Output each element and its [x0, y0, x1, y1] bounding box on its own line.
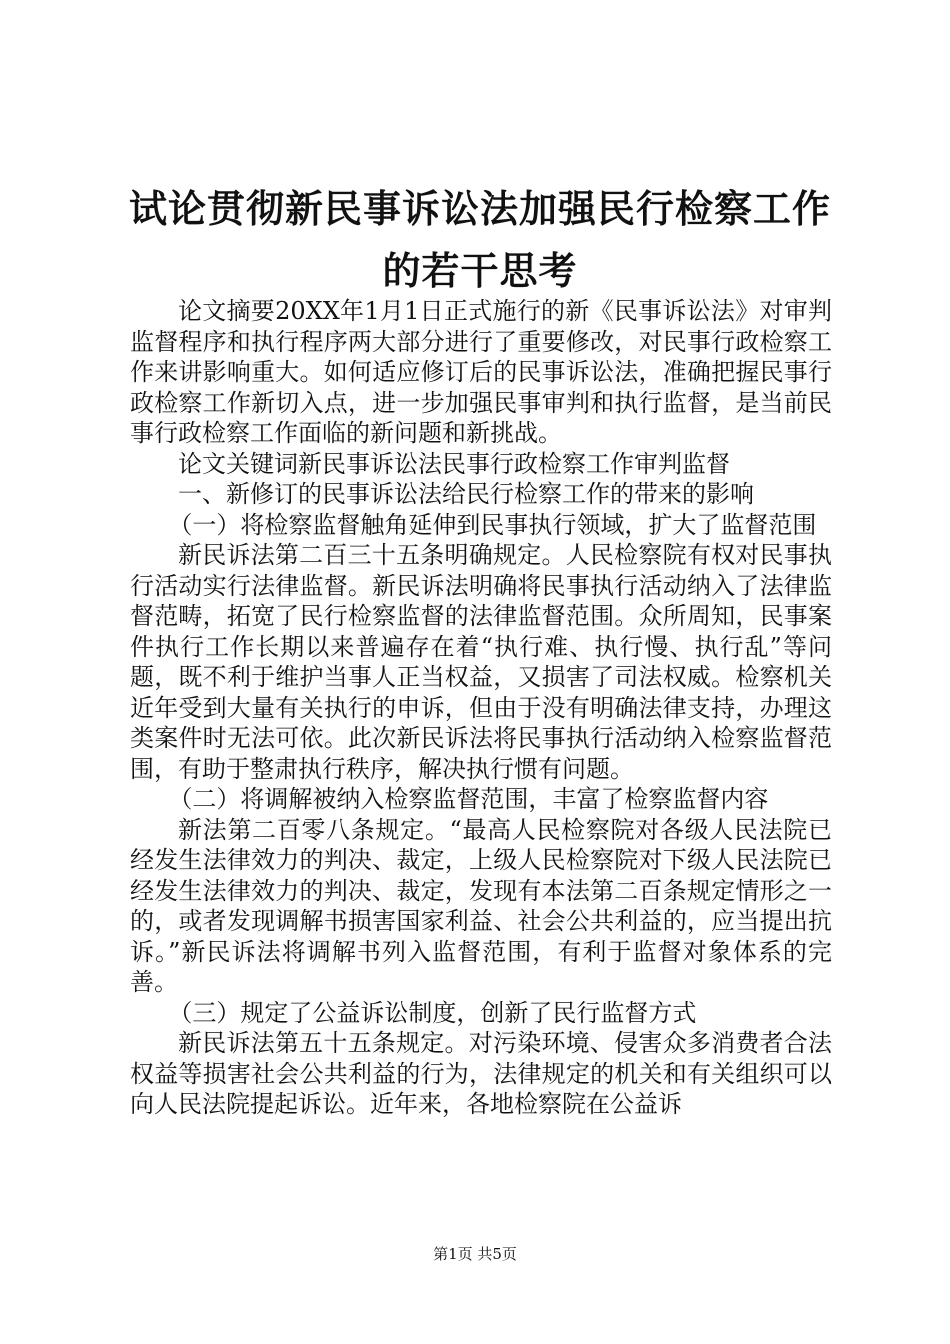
subsection-heading-1: （一）将检察监督触角延伸到民事执行领域，扩大了监督范围 [168, 510, 817, 539]
document-body [130, 296, 832, 1120]
section-heading-1: 一、新修订的民事诉讼法给民行检察工作的带来的影响 [178, 480, 754, 508]
page-number-footer: 第1页 共5页 [433, 1245, 517, 1263]
document-title: 试论贯彻新民事诉讼法加强民行检察工作的若干思考 [128, 186, 831, 293]
body-paragraph: 新民诉法第五十五条规定。对污染环境、侵害众多消费者合法权益等损害社会公共利益的行为，法律规定的机关和有关组织可以向人民法院提起诉讼。近年来，各地检察院在公益诉 [130, 1029, 832, 1118]
subsection-heading-3: （三）规定了公益诉讼制度，创新了民行监督方式 [168, 998, 697, 1027]
keywords-paragraph: 论文关键词新民事诉讼法民事行政检察工作审判监督 [178, 449, 730, 478]
body-paragraph: 新民诉法第二百三十五条明确规定。人民检察院有权对民事执行活动实行法律监督。新民诉法明确将民事执行活动纳入了法律监督范畴，拓宽了民行检察监督的法律监督范围。众所周知，民事案件执行工作长期以来普遍存在着“执行难、执行慢、执行乱”等问题，既不利于维护当事人正当权益，又损害了司法权威。检察机关近年受到大量有关执行的申诉，但由于没有明确法律支持，办理这类案件时无法可依。此次新民诉法将民事执行活动纳入检察监督范围，有助于整肃执行秩序，解决执行惯有问题。 [130, 541, 832, 783]
body-paragraph: 新法第二百零八条规定。“最高人民检察院对各级人民法院已经发生法律效力的判决、裁定，上级人民检察院对下级人民法院已经发生法律效力的判决、裁定，发现有本法第二百条规定情形之一的，或者发现调解书损害国家利益、社会公共利益的，应当提出抗诉。”新民诉法将调解书列入监督范围，有利于监督对象体系的完善。 [130, 815, 832, 996]
abstract-paragraph: 论文摘要20XX年1月1日正式施行的新《民事诉讼法》对审判监督程序和执行程序两大部分进行了重要修改，对民事行政检察工作来讲影响重大。如何适应修订后的民事诉讼法，准确把握民事行政检察工作新切入点，进一步加强民事审判和执行监督，是当前民事行政检察工作面临的新问题和新挑战。 [130, 297, 832, 447]
subsection-heading-2: （二）将调解被纳入检察监督范围，丰富了检察监督内容 [168, 785, 769, 813]
